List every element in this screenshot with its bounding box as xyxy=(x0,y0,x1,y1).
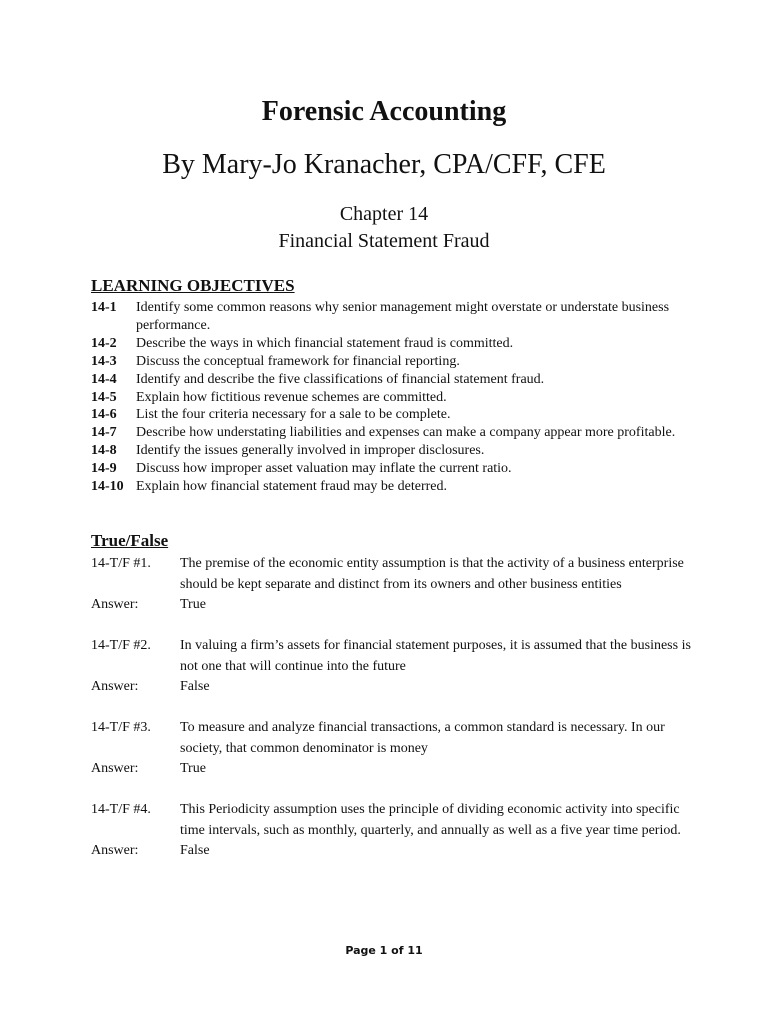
objective-item xyxy=(91,389,691,407)
objective-number: 14-5 xyxy=(91,389,117,405)
question-text: In valuing a firm’s assets for financial statement purposes, it is assumed that the business is not one that will continue into the future xyxy=(180,638,691,674)
answer-row xyxy=(91,595,691,616)
answer-row xyxy=(91,759,691,780)
answer-row xyxy=(91,841,691,862)
true-false-heading: True/False xyxy=(91,531,169,550)
objective-item xyxy=(91,371,691,389)
document-title: Forensic Accounting xyxy=(261,96,507,127)
page-number-footer: Page 1 of 11 xyxy=(345,944,423,957)
objective-text: Describe the ways in which financial statement fraud is committed. xyxy=(136,335,514,351)
chapter-number: Chapter 14 xyxy=(339,203,429,225)
answer-value: False xyxy=(180,679,210,694)
objective-number: 14-3 xyxy=(91,353,117,369)
learning-objectives-heading: LEARNING OBJECTIVES xyxy=(91,276,295,295)
true-false-questions xyxy=(91,554,691,882)
answer-label: Answer: xyxy=(91,761,139,776)
objective-item xyxy=(91,353,691,371)
objective-text: Discuss the conceptual framework for financial reporting. xyxy=(136,353,460,369)
objective-number: 14-4 xyxy=(91,371,117,387)
question-block xyxy=(91,800,691,862)
objective-item xyxy=(91,478,691,496)
learning-objectives-list xyxy=(91,299,691,496)
question-row xyxy=(91,718,691,759)
objective-number: 14-7 xyxy=(91,425,117,441)
question-block xyxy=(91,636,691,698)
objective-item xyxy=(91,335,691,353)
objective-item xyxy=(91,442,691,460)
objective-text: Explain how financial statement fraud may be deterred. xyxy=(136,479,447,495)
objective-item xyxy=(91,406,691,424)
question-label: 14-T/F #2. xyxy=(91,638,151,653)
objective-text: List the four criteria necessary for a sale to be complete. xyxy=(136,407,451,423)
answer-row xyxy=(91,677,691,698)
question-row xyxy=(91,554,691,595)
question-text: To measure and analyze financial transactions, a common standard is necessary. In our society, that common denominator is money xyxy=(180,720,665,756)
answer-value: True xyxy=(180,597,206,612)
objective-text: Explain how fictitious revenue schemes are committed. xyxy=(136,389,447,405)
question-label: 14-T/F #1. xyxy=(91,556,151,571)
objective-number: 14-9 xyxy=(91,461,117,477)
question-row xyxy=(91,636,691,677)
objective-number: 14-10 xyxy=(91,479,124,495)
objective-item xyxy=(91,299,691,335)
objective-number: 14-6 xyxy=(91,407,117,423)
answer-value: True xyxy=(180,761,206,776)
question-text: This Periodicity assumption uses the principle of dividing economic activity into specific time intervals, such as monthly, quarterly, and annually as well as a five year time period. xyxy=(180,802,681,838)
answer-value: False xyxy=(180,843,210,858)
objective-text: Identify some common reasons why senior management might overstate or understate business performance. xyxy=(136,300,670,333)
objective-text: Identify and describe the five classifications of financial statement fraud. xyxy=(136,371,545,387)
question-text: The premise of the economic entity assumption is that the activity of a business enterprise should be kept separate and distinct from its owners and other business entities xyxy=(180,556,684,592)
objective-text: Discuss how improper asset valuation may inflate the current ratio. xyxy=(136,461,512,477)
objective-text: Describe how understating liabilities and expenses can make a company appear more profitable. xyxy=(136,425,676,441)
question-label: 14-T/F #4. xyxy=(91,802,151,817)
objective-item xyxy=(91,460,691,478)
document-author: By Mary-Jo Kranacher, CPA/CFF, CFE xyxy=(162,149,606,180)
answer-label: Answer: xyxy=(91,679,139,694)
question-block xyxy=(91,718,691,780)
objective-item xyxy=(91,424,691,442)
question-block xyxy=(91,554,691,616)
question-row xyxy=(91,800,691,841)
objective-text: Identify the issues generally involved in improper disclosures. xyxy=(136,443,485,459)
answer-label: Answer: xyxy=(91,597,139,612)
objective-number: 14-8 xyxy=(91,443,117,459)
chapter-title: Financial Statement Fraud xyxy=(278,230,490,252)
objective-number: 14-2 xyxy=(91,335,117,351)
objective-number: 14-1 xyxy=(91,300,117,315)
question-label: 14-T/F #3. xyxy=(91,720,151,735)
answer-label: Answer: xyxy=(91,843,139,858)
